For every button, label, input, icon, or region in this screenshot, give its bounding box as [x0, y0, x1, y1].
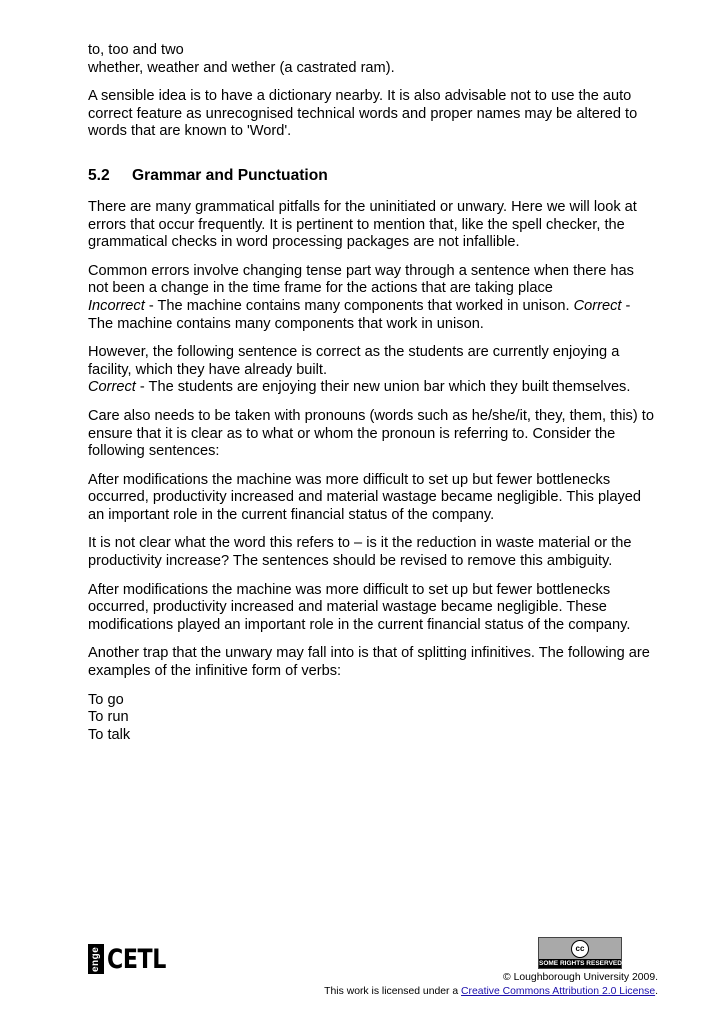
text-line: to, too and two — [88, 42, 184, 58]
text-line: Another trap that the unwary may fall into is that of splitting infinitives. The following are — [88, 645, 650, 662]
paragraph-pitfalls — [88, 199, 678, 252]
paragraph-example-2 — [88, 582, 678, 635]
paragraph-however — [88, 344, 678, 397]
text-line: After modifications the machine was more difficult to set up but fewer bottlenecks — [88, 581, 611, 598]
text-line: occurred, productivity increased and material wastage became negligible. These — [88, 599, 607, 616]
paragraph-infinitives — [88, 645, 678, 680]
text-line: whether, weather and wether (a castrated ram). — [88, 59, 395, 76]
incorrect-example: - The machine contains many components that worked in unison. — [144, 297, 574, 314]
list-item: To run — [88, 709, 129, 726]
text-line: A sensible idea is to have a dictionary nearby. It is also advisable not to use the auto — [88, 88, 632, 105]
text-line: correct feature as unrecognised technical words and proper names may be altered to — [88, 105, 638, 122]
logo-cetl-text: CETL — [107, 943, 166, 975]
engcetl-logo — [88, 944, 179, 974]
text-line: following sentences: — [88, 443, 220, 460]
license-notice — [324, 985, 658, 999]
dash: - — [621, 297, 631, 314]
infinitive-list — [88, 692, 678, 745]
logo-engage-mark: enge — [88, 944, 104, 974]
text-line: The machine contains many components that work in unison. — [88, 315, 484, 332]
cc-strip-label: SOME RIGHTS RESERVED — [539, 960, 622, 967]
creative-commons-badge[interactable] — [538, 937, 622, 969]
list-item: To go — [88, 691, 124, 708]
section-number: 5.2 — [88, 166, 110, 184]
text-line: occurred, productivity increased and material wastage became negligible. This played — [88, 489, 641, 506]
section-title: Grammar and Punctuation — [132, 166, 328, 184]
text-line: not been a change in the time frame for the actions that are taking place — [88, 280, 553, 297]
paragraph-example-1 — [88, 472, 678, 525]
text-line — [88, 298, 678, 316]
homophone-examples — [88, 42, 678, 77]
text-line: an important role in the current financial status of the company. — [88, 506, 495, 523]
text-line: examples of the infinitive form of verbs: — [88, 663, 342, 680]
page-footer — [324, 971, 658, 999]
text-line: productivity increase? The sentences should be revised to remove this ambiguity. — [88, 553, 613, 570]
correct-label: Correct — [88, 379, 136, 396]
text-line: errors that occur frequently. It is pertinent to mention that, like the spell checker, the — [88, 216, 625, 233]
paragraph-dictionary — [88, 88, 678, 141]
paragraph-unclear — [88, 535, 678, 570]
text-line: Care also needs to be taken with pronouns (words such as he/she/it, they, them, this) to — [88, 407, 654, 424]
text-line: However, the following sentence is correct as the students are currently enjoying a — [88, 344, 620, 361]
correct-example: - The students are enjoying their new union bar which they built themselves. — [135, 379, 631, 396]
text-line: After modifications the machine was more difficult to set up but fewer bottlenecks — [88, 471, 611, 488]
paragraph-tense — [88, 263, 678, 333]
text-line: Common errors involve changing tense part way through a sentence when there has — [88, 262, 634, 279]
document-body — [88, 42, 678, 755]
text-line: modifications played an important role in the current financial status of the company. — [88, 616, 631, 633]
license-suffix: . — [655, 986, 658, 997]
paragraph-pronouns — [88, 408, 678, 461]
text-line: words that are known to 'Word'. — [88, 123, 292, 140]
text-line: ensure that it is clear as to what or whom the pronoun is referring to. Consider the — [88, 425, 616, 442]
list-item: To talk — [88, 726, 131, 743]
text-line: There are many grammatical pitfalls for the uninitiated or unwary. Here we will look at — [88, 198, 637, 215]
incorrect-label: Incorrect — [88, 297, 145, 314]
section-heading — [88, 167, 678, 185]
text-line: It is not clear what the word this refers to – is it the reduction in waste material or the — [88, 535, 632, 552]
license-link[interactable]: Creative Commons Attribution 2.0 License — [461, 986, 656, 997]
text-line: facility, which they have already built. — [88, 361, 328, 378]
text-line: grammatical checks in word processing packages are not infallible. — [88, 234, 520, 251]
text-line — [88, 379, 678, 397]
license-prefix: This work is licensed under a — [324, 986, 462, 997]
correct-label: Correct — [573, 297, 622, 314]
copyright-notice: © Loughborough University 2009. — [503, 972, 658, 983]
cc-icon: cc — [571, 940, 589, 958]
